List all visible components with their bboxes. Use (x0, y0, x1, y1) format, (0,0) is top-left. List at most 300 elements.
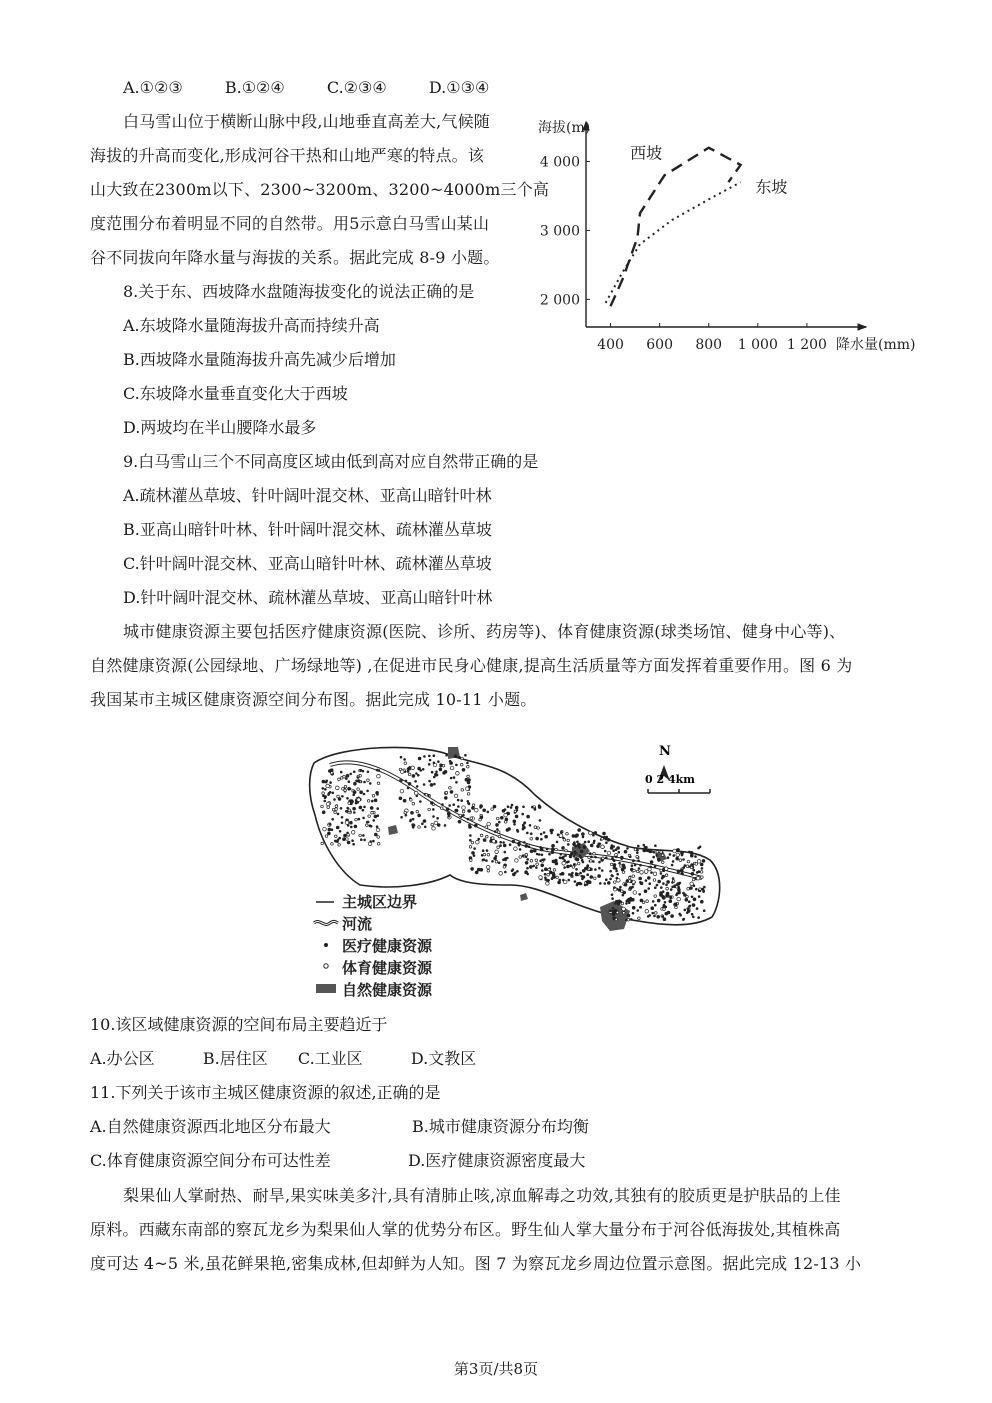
medical-resource-point (525, 856, 528, 859)
medical-resource-point (702, 889, 705, 892)
medical-resource-point (629, 898, 633, 902)
medical-resource-point (582, 875, 586, 879)
medical-resource-point (407, 770, 410, 773)
medical-resource-point (437, 823, 441, 827)
medical-resource-point (556, 841, 559, 844)
medical-resource-point (366, 790, 369, 793)
medical-resource-point (535, 866, 538, 869)
medical-resource-point (624, 850, 628, 854)
medical-resource-point (615, 856, 618, 859)
medical-resource-point (410, 811, 414, 815)
medical-resource-point (349, 799, 352, 802)
medical-resource-point (372, 840, 375, 843)
medical-resource-point (371, 800, 374, 803)
medical-resource-point (701, 867, 704, 870)
medical-resource-point (566, 865, 570, 869)
medical-resource-point (627, 914, 631, 918)
sports-resource-point (351, 831, 355, 835)
sports-resource-point (331, 843, 334, 846)
medical-resource-point (662, 915, 665, 918)
medical-resource-point (636, 909, 639, 912)
sports-resource-point (460, 763, 463, 766)
medical-resource-point (637, 859, 640, 862)
sports-resource-point (335, 805, 338, 808)
medical-resource-point (552, 860, 556, 864)
medical-resource-point (363, 793, 366, 796)
sports-resource-point (485, 826, 488, 829)
medical-resource-point (573, 855, 576, 858)
sports-resource-point (336, 786, 340, 790)
sports-resource-point (495, 860, 498, 863)
medical-resource-point (510, 806, 513, 809)
medical-resource-point (612, 907, 615, 910)
medical-resource-point (616, 877, 619, 880)
medical-resource-point (439, 764, 442, 767)
medical-resource-point (626, 879, 629, 882)
medical-resource-point (632, 860, 635, 863)
medical-resource-point (586, 867, 589, 870)
medical-resource-point (605, 878, 608, 881)
medical-resource-point (479, 804, 483, 808)
medical-resource-point (652, 900, 655, 903)
medical-resource-point (663, 904, 666, 907)
medical-resource-point (576, 844, 579, 847)
medical-resource-point (670, 888, 673, 891)
medical-resource-point (544, 867, 548, 871)
sports-resource-point (673, 849, 677, 853)
sports-resource-point (366, 824, 369, 827)
medical-resource-point (526, 832, 529, 835)
medical-resource-point (653, 851, 656, 854)
medical-resource-point (540, 833, 543, 836)
sports-resource-point (338, 778, 341, 781)
medical-resource-point (458, 820, 462, 824)
sports-resource-point (327, 806, 330, 809)
medical-resource-point (507, 805, 510, 808)
medical-resource-point (670, 914, 674, 918)
medical-resource-point (530, 832, 533, 835)
medical-resource-point (346, 774, 350, 778)
sports-resource-point (556, 876, 559, 879)
sports-resource-point (628, 880, 631, 883)
medical-resource-point (432, 808, 435, 811)
medical-resource-point (581, 832, 585, 836)
medical-resource-point (677, 882, 681, 886)
sports-resource-point (487, 822, 491, 826)
medical-resource-point (446, 807, 450, 811)
medical-resource-point (695, 888, 698, 891)
medical-resource-point (530, 849, 534, 853)
medical-resource-point (562, 857, 565, 860)
medical-resource-point (577, 882, 580, 885)
medical-resource-point (349, 821, 353, 825)
medical-resource-point (574, 880, 577, 883)
medical-resource-point (539, 846, 542, 849)
sports-resource-point (355, 818, 358, 821)
sports-resource-point (514, 847, 518, 851)
q7-option-b: B.①②④ (224, 78, 285, 97)
medical-resource-point (649, 866, 652, 869)
medical-resource-point (362, 809, 365, 812)
medical-resource-point (454, 809, 457, 812)
sports-resource-point (656, 851, 659, 854)
medical-resource-point (702, 859, 706, 863)
sports-resource-point (653, 879, 656, 882)
medical-resource-point (665, 884, 668, 887)
q7-option-a: A.①②③ (123, 78, 183, 97)
medical-resource-point (638, 867, 641, 870)
medical-resource-point (648, 882, 651, 885)
medical-resource-point (665, 906, 668, 909)
map-legend (314, 893, 433, 999)
medical-resource-point (494, 830, 497, 833)
medical-resource-point (417, 767, 421, 771)
medical-resource-point (671, 886, 674, 889)
medical-resource-point (500, 816, 504, 820)
sports-resource-point (428, 808, 431, 811)
medical-resource-point (524, 844, 528, 848)
medical-resource-point (667, 856, 670, 859)
sports-resource-point (675, 886, 678, 889)
medical-resource-point (612, 849, 615, 852)
medical-resource-point (622, 891, 626, 895)
q11-option-b: B.城市健康资源分布均衡 (412, 1117, 589, 1136)
medical-resource-point (563, 866, 566, 869)
sports-resource-point (636, 870, 639, 873)
sports-resource-point (495, 850, 499, 854)
page-footer: 第3页/共8页 (453, 1360, 539, 1378)
intro-1011-line: 城市健康资源主要包括医疗健康资源(医院、诊所、药房等)、体育健康资源(球类场馆、健身中心等)、 (123, 622, 846, 641)
medical-resource-point (540, 838, 543, 841)
medical-resource-point (594, 832, 597, 835)
sports-resource-point (470, 817, 473, 820)
medical-resource-point (662, 882, 665, 885)
sports-resource-point (471, 841, 474, 844)
medical-resource-point (431, 771, 434, 774)
medical-resource-point (698, 895, 701, 898)
sports-resource-point (555, 848, 558, 851)
medical-resource-point (529, 824, 532, 827)
sports-resource-point (376, 828, 380, 832)
x-tick-label: 1 200 (786, 337, 827, 353)
medical-resource-point (341, 795, 344, 798)
medical-resource-point (645, 879, 648, 882)
sports-resource-point (632, 875, 635, 878)
sports-resource-point (634, 848, 637, 851)
medical-resource-point (475, 871, 479, 875)
sports-resource-point (547, 874, 550, 877)
sports-resource-point (655, 912, 658, 915)
medical-resource-point (477, 838, 480, 841)
x-axis-arrow-icon (858, 324, 866, 330)
medical-resource-point (582, 836, 585, 839)
medical-resource-point (423, 755, 426, 758)
medical-resource-point (613, 886, 616, 889)
medical-resource-point (339, 830, 342, 833)
medical-resource-point (369, 782, 372, 785)
medical-resource-point (583, 845, 587, 849)
sports-resource-point (677, 897, 681, 901)
y-tick-label: 2 000 (539, 292, 580, 309)
medical-resource-point (692, 916, 695, 919)
medical-resource-point (697, 916, 700, 919)
medical-resource-point (363, 839, 366, 842)
q11-option-d: D.医疗健康资源密度最大 (408, 1151, 586, 1170)
medical-resource-point (680, 851, 684, 855)
medical-resource-point (343, 834, 347, 838)
sports-resource-point (645, 909, 649, 913)
medical-resource-point (504, 857, 507, 860)
medical-resource-point (552, 873, 556, 877)
medical-resource-point (341, 822, 344, 825)
medical-resource-point (423, 783, 426, 786)
q11-option-c: C.体育健康资源空间分布可达性差 (90, 1151, 331, 1170)
medical-resource-point (580, 850, 584, 854)
medical-resource-point (541, 869, 544, 872)
medical-resource-point (499, 841, 502, 844)
medical-resource-point (324, 788, 327, 791)
medical-resource-point (551, 850, 555, 854)
medical-resource-point (367, 821, 370, 824)
sports-resource-point (697, 860, 701, 864)
sports-resource-point (462, 810, 465, 813)
sports-resource-point (445, 791, 448, 794)
y-tick-label: 4 000 (539, 154, 580, 171)
sports-resource-point (701, 876, 704, 879)
medical-resource-point (645, 846, 648, 849)
medical-resource-point (522, 854, 525, 857)
medical-resource-point (369, 825, 372, 828)
medical-resource-point (327, 832, 331, 836)
medical-resource-point (332, 792, 335, 795)
medical-resource-point (654, 844, 657, 847)
sports-resource-point (504, 813, 508, 817)
sports-resource-point (622, 912, 625, 915)
medical-resource-point (517, 842, 521, 846)
medical-resource-point (400, 816, 403, 819)
medical-resource-point (329, 781, 332, 784)
medical-resource-point (687, 907, 690, 910)
medical-resource-point (662, 896, 666, 900)
scale-label: 0 2 4km (645, 773, 695, 786)
medical-resource-point (468, 825, 472, 829)
medical-resource-point (640, 882, 644, 886)
medical-resource-point (684, 909, 687, 912)
medical-resource-point (590, 875, 594, 879)
medical-resource-point (450, 777, 453, 780)
medical-resource-point (693, 898, 697, 902)
medical-resource-point (665, 912, 669, 916)
sports-resource-point (347, 834, 350, 837)
sports-resource-point (675, 906, 678, 909)
medical-resource-point (624, 883, 628, 887)
medical-resource-point (687, 909, 691, 913)
sports-resource-point (686, 865, 689, 868)
medical-resource-point (616, 900, 619, 903)
sports-resource-point (359, 834, 362, 837)
medical-resource-point (544, 873, 547, 876)
sports-resource-point (321, 842, 324, 845)
medical-resource-point (467, 778, 471, 782)
medical-resource-point (571, 874, 574, 877)
sports-resource-point (321, 805, 324, 808)
sports-resource-point (486, 865, 490, 869)
medical-resource-point (587, 840, 590, 843)
series-line-1 (606, 182, 741, 303)
intro-89-line: 山大致在2300m以下、2300~3200m、3200~4000m三个高 (90, 180, 550, 199)
q10-option-b: B.居住区 (202, 1049, 268, 1068)
medical-resource-point (549, 871, 553, 875)
q11-stem: 11.下列关于该市主城区健康资源的叙述,正确的是 (90, 1083, 441, 1102)
medical-resource-point (618, 851, 621, 854)
medical-resource-point (660, 886, 663, 889)
sports-resource-point (470, 859, 473, 862)
q8-option-b: B.西坡降水量随海拔升高先减少后增加 (123, 350, 396, 369)
medical-resource-point (647, 876, 651, 880)
medical-resource-point (411, 823, 415, 827)
sports-resource-point (690, 866, 693, 869)
medical-resource-point (516, 870, 519, 873)
sports-resource-point (660, 851, 663, 854)
medical-resource-point (584, 841, 587, 844)
medical-resource-point (349, 773, 352, 776)
medical-resource-point (462, 814, 465, 817)
medical-resource-point (483, 858, 486, 861)
sports-resource-point (536, 863, 539, 866)
medical-resource-point (415, 772, 418, 775)
sports-resource-point (418, 826, 421, 829)
sports-resource-point (491, 808, 494, 811)
medical-resource-point (333, 798, 336, 801)
medical-resource-point (467, 809, 471, 813)
medical-resource-point (619, 886, 622, 889)
medical-resource-point (640, 906, 643, 909)
sports-resource-point (410, 799, 413, 802)
medical-resource-point (450, 790, 454, 794)
q9-option-a: A.疏林灌丛草坡、针叶阔叶混交林、亚高山暗针叶林 (123, 486, 492, 505)
sports-resource-point (372, 795, 375, 798)
q11-option-a: A.自然健康资源西北地区分布最大 (90, 1117, 331, 1136)
medical-resource-point (471, 851, 475, 855)
medical-resource-point (570, 852, 574, 856)
sports-resource-point (400, 770, 404, 774)
sports-resource-point (367, 800, 370, 803)
sports-resource-point (432, 827, 436, 831)
medical-resource-point (322, 795, 325, 798)
intro-89-line: 白马雪山位于横断山脉中段,山地垂直高差大,气候随 (123, 112, 490, 131)
medical-resource-point (502, 841, 505, 844)
medical-resource-point (666, 880, 670, 884)
medical-resource-point (560, 853, 563, 856)
sports-resource-point (633, 869, 636, 872)
medical-resource-point (604, 882, 607, 885)
medical-resource-point (480, 816, 484, 820)
medical-resource-point (337, 839, 340, 842)
q9-stem: 9.白马雪山三个不同高度区域由低到高对应自然带正确的是 (123, 452, 539, 471)
medical-resource-point (483, 838, 487, 842)
medical-resource-point (539, 819, 542, 822)
sports-resource-point (344, 789, 347, 792)
medical-resource-point (567, 843, 570, 846)
medical-resource-point (487, 811, 490, 814)
medical-resource-point (632, 912, 635, 915)
medical-resource-point (374, 833, 378, 837)
medical-resource-point (345, 777, 348, 780)
sports-resource-point (345, 821, 349, 825)
sports-resource-point (483, 853, 486, 856)
sports-resource-point (662, 861, 665, 864)
intro-89-line: 度范围分布着明显不同的自然带。用5示意白马雪山某山 (90, 214, 490, 233)
medical-resource-point (559, 873, 562, 876)
medical-resource-point (351, 839, 354, 842)
x-tick-label: 400 (597, 337, 624, 353)
medical-resource-point (441, 803, 444, 806)
medical-resource-point (433, 754, 436, 757)
medical-resource-point (700, 863, 704, 867)
medical-resource-point (417, 774, 420, 777)
medical-resource-point (568, 873, 571, 876)
intro-1213-line: 原料。西藏东南部的察瓦龙乡为梨果仙人掌的优势分布区。野生仙人掌大量分布于河谷低海拔处,其植株高 (90, 1220, 841, 1239)
medical-resource-point (685, 898, 689, 902)
medical-resource-point (613, 863, 617, 867)
medical-resource-point (352, 843, 355, 846)
legend-river: 河流 (342, 915, 373, 933)
medical-resource-point (615, 868, 618, 871)
medical-resource-point (572, 834, 575, 837)
sports-resource-point (414, 791, 418, 795)
medical-resource-point (650, 860, 654, 864)
legend-sports: 体育健康资源 (342, 959, 433, 977)
medical-resource-point (517, 830, 520, 833)
medical-resource-point (526, 858, 529, 861)
sports-resource-point (480, 834, 483, 837)
sports-resource-point (368, 815, 371, 818)
sports-resource-point (467, 793, 470, 796)
medical-resource-point (336, 826, 340, 830)
medical-resource-point (628, 901, 631, 904)
medical-resource-point (543, 831, 546, 834)
sports-resource-point (467, 775, 470, 778)
medical-resource-point (561, 846, 565, 850)
medical-resource-point (703, 909, 706, 912)
medical-resource-point (481, 854, 484, 857)
intro-1011-line: 自然健康资源(公园绿地、广场绿地等) ,在促进市民身心健康,提高生活质量等方面发挥着重要作用。图 6 为 (90, 656, 853, 675)
medical-resource-point (692, 903, 696, 907)
sports-resource-point (335, 835, 338, 838)
medical-resource-point (545, 878, 548, 881)
medical-resource-point (357, 779, 361, 783)
medical-resource-point (538, 804, 541, 807)
medical-resource-point (614, 902, 617, 905)
sports-resource-point (357, 788, 360, 791)
medical-resource-point (399, 797, 403, 801)
sports-resource-point (593, 852, 596, 855)
medical-resource-point (437, 760, 440, 763)
medical-resource-point (322, 811, 326, 815)
q8-stem: 8.关于东、西坡降水盘随海拔变化的说法正确的是 (123, 282, 475, 301)
medical-resource-point (682, 858, 685, 861)
medical-resource-point (576, 858, 580, 862)
medical-resource-point (598, 867, 601, 870)
medical-resource-point (496, 828, 499, 831)
medical-resource-point (660, 872, 663, 875)
medical-resource-point (328, 828, 332, 832)
sports-resource-point (535, 859, 538, 862)
medical-resource-point (661, 877, 664, 880)
sports-resource-point (466, 787, 470, 791)
sports-resource-point (412, 802, 415, 805)
series-label-1: 东坡 (755, 177, 788, 197)
